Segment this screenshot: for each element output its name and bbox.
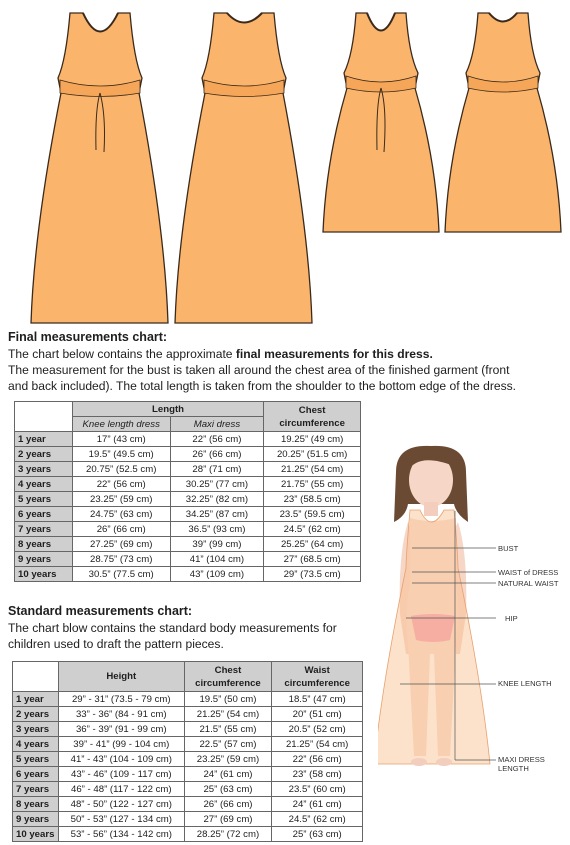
final-measurements-table [14,401,361,582]
table-cell: 53” - 56” (134 - 142 cm) [58,827,184,842]
table-cell: 19.5” (50 cm) [184,692,272,707]
row-label-cell: 3 years [13,722,59,737]
table-row [15,447,361,462]
row-label-cell: 9 years [13,812,59,827]
table-cell: 27.25” (69 cm) [72,537,170,552]
hip-label: HIP [505,614,518,623]
row-label-cell: 8 years [15,537,73,552]
table-cell: 22” (56 cm) [72,477,170,492]
table-cell: 20.5” (52 cm) [272,722,363,737]
table-cell: 29” (73.5 cm) [264,567,361,582]
table-cell: 39” - 41” (99 - 104 cm) [58,737,184,752]
table-cell: 39” (99 cm) [170,537,264,552]
table-cell: 27” (68.5 cm) [264,552,361,567]
table-cell: 21.25” (54 cm) [264,462,361,477]
table-cell: 28.75” (73 cm) [72,552,170,567]
table-cell: 32.25” (82 cm) [170,492,264,507]
table-row [15,492,361,507]
chest-header-line2: circumference [195,677,261,689]
table-cell: 21.5” (55 cm) [184,722,272,737]
final-measurements-heading: Final measurements chart: [8,330,168,344]
table-cell: 20.75” (52.5 cm) [72,462,170,477]
table-cell: 21.25” (54 cm) [184,707,272,722]
final-table-body [15,432,361,582]
row-label-cell: 4 years [15,477,73,492]
table-cell: 22” (56 cm) [170,432,264,447]
standard-measurements-line2: children used to draft the pattern pieces. [8,637,224,651]
height-header: Height [58,662,184,692]
maxi-label-line1: MAXI DRESS [498,755,545,764]
table-cell: 27” (69 cm) [184,812,272,827]
row-label-cell: 5 years [13,752,59,767]
row-label-cell: 10 years [15,567,73,582]
standard-measurements-heading: Standard measurements chart: [8,604,193,618]
table-cell: 22” (56 cm) [272,752,363,767]
table-cell: 21.75” (55 cm) [264,477,361,492]
chest-header-line2: circumference [279,417,345,429]
knee-length-label: KNEE LENGTH [498,679,552,688]
corner-cell [13,662,59,692]
table-cell: 28.25” (72 cm) [184,827,272,842]
table-cell: 25.25” (64 cm) [264,537,361,552]
table-cell: 24.75” (63 cm) [72,507,170,522]
table-row [15,507,361,522]
table-cell: 19.5” (49.5 cm) [72,447,170,462]
table-row [13,752,363,767]
table-row [13,692,363,707]
table-cell: 30.5” (77.5 cm) [72,567,170,582]
table-cell: 23.5” (59.5 cm) [264,507,361,522]
table-cell: 48” - 50” (122 - 127 cm) [58,797,184,812]
table-cell: 18.5” (47 cm) [272,692,363,707]
table-row [13,722,363,737]
row-label-cell: 9 years [15,552,73,567]
standard-measurements-table [12,661,363,842]
waist-of-dress-label: WAIST of DRESS [498,568,559,577]
waist-header [272,662,363,692]
waist-header-line1: Waist [304,664,330,676]
child-measurement-figure [378,444,498,780]
table-cell: 24.5” (62 cm) [272,812,363,827]
table-cell: 43” (109 cm) [170,567,264,582]
table-row [15,537,361,552]
table-row [13,707,363,722]
row-label-cell: 10 years [13,827,59,842]
natural-waist-label: NATURAL WAIST [498,579,559,588]
knee-dress-front-illustration [320,0,442,240]
table-cell: 43” - 46” (109 - 117 cm) [58,767,184,782]
row-label-cell: 7 years [15,522,73,537]
table-cell: 24.5” (62 cm) [264,522,361,537]
table-cell: 29” - 31” (73.5 - 79 cm) [58,692,184,707]
table-row [15,462,361,477]
standard-table-body [13,692,363,842]
chest-header [264,402,361,432]
table-cell: 20.25” (51.5 cm) [264,447,361,462]
table-row [13,767,363,782]
table-cell: 46” - 48” (117 - 122 cm) [58,782,184,797]
table-row [13,812,363,827]
table-cell: 23” (58 cm) [272,767,363,782]
maxi-label-line2: LENGTH [498,764,529,773]
table-cell: 24” (61 cm) [184,767,272,782]
table-cell: 41” - 43” (104 - 109 cm) [58,752,184,767]
maxi-dress-back-illustration [174,0,314,330]
table-row [15,477,361,492]
table-row [13,797,363,812]
table-cell: 23” (58.5 cm) [264,492,361,507]
table-cell: 50” - 53” (127 - 134 cm) [58,812,184,827]
row-label-cell: 3 years [15,462,73,477]
table-cell: 25” (63 cm) [272,827,363,842]
intro-bold-text: final measurements for this dress. [235,347,433,361]
table-row [15,552,361,567]
row-label-cell: 8 years [13,797,59,812]
standard-measurements-line1: The chart blow contains the standard body measurements for [8,621,337,635]
length-header: Length [72,402,263,417]
waist-header-line2: circumference [284,677,350,689]
intro-text: The chart below contains the approximate [8,347,236,361]
knee-dress-back-illustration [442,0,564,240]
table-cell: 23.5” (60 cm) [272,782,363,797]
left-foot [411,758,427,766]
final-measurements-line2: The measurement for the bust is taken all around the chest area of the finished garment (front [8,363,510,377]
table-cell: 26” (66 cm) [170,447,264,462]
row-label-cell: 5 years [15,492,73,507]
right-foot [436,758,452,766]
table-cell: 24” (61 cm) [272,797,363,812]
table-cell: 28” (71 cm) [170,462,264,477]
knee-length-header: Knee length dress [72,417,170,432]
table-cell: 20” (51 cm) [272,707,363,722]
table-cell: 23.25” (59 cm) [72,492,170,507]
table-cell: 23.25” (59 cm) [184,752,272,767]
table-cell: 33” - 36” (84 - 91 cm) [58,707,184,722]
maxi-dress-front-illustration [30,0,170,330]
table-cell: 21.25” (54 cm) [272,737,363,752]
final-measurements-line3: and back included). The total length is taken from the shoulder to the bottom edge of the dress. [8,379,517,393]
row-label-cell: 6 years [13,767,59,782]
table-cell: 41” (104 cm) [170,552,264,567]
row-label-cell: 2 years [15,447,73,462]
table-row [13,782,363,797]
table-row [13,827,363,842]
chest-header-line1: Chest [214,664,242,676]
row-label-cell: 1 year [15,432,73,447]
chest-header [184,662,272,692]
table-row [15,432,361,447]
corner-cell [15,402,73,432]
row-label-cell: 4 years [13,737,59,752]
table-cell: 26” (66 cm) [184,797,272,812]
final-measurements-intro [8,346,563,362]
table-cell: 34.25” (87 cm) [170,507,264,522]
maxi-header: Maxi dress [170,417,264,432]
row-label-cell: 6 years [15,507,73,522]
table-row [15,522,361,537]
table-cell: 22.5” (57 cm) [184,737,272,752]
row-label-cell: 7 years [13,782,59,797]
table-cell: 36.5” (93 cm) [170,522,264,537]
chest-header-line1: Chest [298,404,326,416]
maxi-dress-length-label [498,755,545,773]
table-cell: 25” (63 cm) [184,782,272,797]
row-label-cell: 2 years [13,707,59,722]
table-cell: 36” - 39” (91 - 99 cm) [58,722,184,737]
row-label-cell: 1 year [13,692,59,707]
table-cell: 19.25” (49 cm) [264,432,361,447]
table-row [13,737,363,752]
table-cell: 26” (66 cm) [72,522,170,537]
neck-shape [424,502,438,516]
bust-label: BUST [498,544,519,553]
table-row [15,567,361,582]
table-cell: 17” (43 cm) [72,432,170,447]
table-cell: 30.25” (77 cm) [170,477,264,492]
